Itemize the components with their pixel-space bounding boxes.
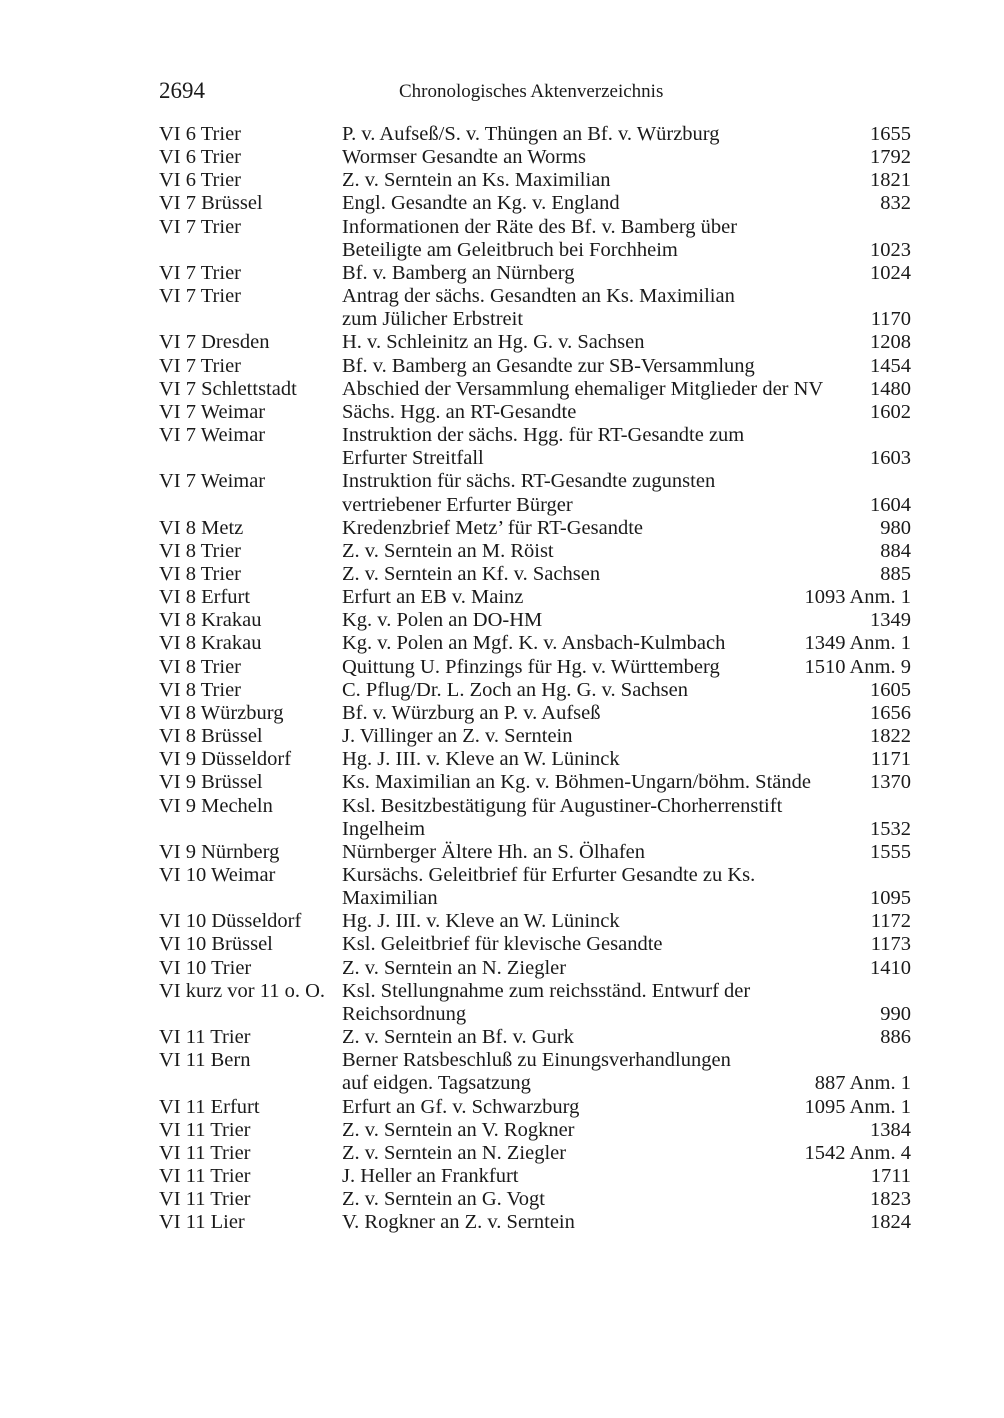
entry-row	[159, 933, 911, 956]
entry-reference-number: 1792	[870, 146, 911, 169]
entry-row	[159, 586, 911, 609]
entry-date: VI 11 Trier	[159, 1026, 251, 1049]
entry-date: VI 9 Nürnberg	[159, 840, 280, 863]
entry-row	[159, 169, 911, 192]
entry-reference-number: 1824	[870, 1211, 911, 1234]
entry-subject-line: zum Jülicher Erbstreit	[342, 308, 524, 331]
entry-row	[159, 192, 911, 215]
entry-reference-number: 1370	[870, 771, 911, 794]
entry-reference-number: 1023	[870, 238, 911, 261]
entry-subject	[342, 331, 862, 354]
entry-row	[159, 771, 911, 794]
entry-reference-number: 1172	[870, 910, 911, 933]
entry-row	[159, 424, 911, 470]
entry-subject-line: Hg. J. III. v. Kleve an W. Lüninck	[342, 748, 620, 771]
entry-reference-number: 1173	[870, 933, 911, 956]
entry-reference-number: 1542 Anm. 4	[804, 1141, 911, 1164]
entry-subject-line: Bf. v. Bamberg an Gesandte zur SB-Versammlung	[342, 354, 755, 377]
entry-subject-line: Wormser Gesandte an Worms	[342, 146, 586, 169]
entry-row	[159, 1142, 911, 1165]
entry-subject-line: Bf. v. Bamberg an Nürnberg	[342, 261, 575, 284]
entry-subject	[342, 980, 872, 1026]
entry-reference-number: 887 Anm. 1	[814, 1072, 911, 1095]
entry-row	[159, 216, 911, 262]
entry-subject-line: P. v. Aufseß/S. v. Thüngen an Bf. v. Würzburg	[342, 123, 720, 145]
entry-reference-number: 1093 Anm. 1	[804, 586, 911, 609]
entry-subject-line: Engl. Gesandte an Kg. v. England	[342, 192, 620, 215]
entry-subject-line: Ksl. Stellungnahme zum reichsständ. Entwurf der	[342, 979, 751, 1002]
entry-subject	[342, 586, 797, 609]
chronological-entry-list	[159, 123, 911, 1235]
entry-reference-number: 1822	[870, 725, 911, 748]
entry-subject	[342, 1026, 872, 1049]
entry-row	[159, 1188, 911, 1211]
entry-date: VI 8 Metz	[159, 516, 244, 539]
entry-subject	[342, 470, 862, 516]
entry-date: VI 6 Trier	[159, 123, 242, 145]
entry-subject-line: J. Heller an Frankfurt	[342, 1165, 519, 1188]
entry-date: VI 7 Trier	[159, 285, 242, 308]
entry-reference-number: 1655	[870, 123, 911, 145]
entry-date: VI 6 Trier	[159, 146, 242, 169]
entry-row	[159, 517, 911, 540]
entry-date: VI 10 Trier	[159, 956, 252, 979]
entry-date: VI 8 Trier	[159, 678, 242, 701]
entry-row	[159, 725, 911, 748]
entry-subject	[342, 702, 862, 725]
entry-date: VI 10 Brüssel	[159, 933, 273, 956]
entry-reference-number: 980	[880, 516, 911, 539]
entry-date: VI 11 Trier	[159, 1165, 251, 1188]
entry-date: VI 8 Brüssel	[159, 725, 263, 748]
entry-subject-line: J. Villinger an Z. v. Serntein	[342, 725, 573, 748]
entry-reference-number: 1349	[870, 609, 911, 632]
entry-reference-number: 1208	[870, 331, 911, 354]
entry-subject	[342, 424, 862, 470]
entry-subject-line: Z. v. Serntein an V. Rogkner	[342, 1118, 575, 1141]
entry-subject	[342, 401, 862, 424]
entry-reference-number: 1711	[870, 1165, 911, 1188]
entry-subject-line: C. Pflug/Dr. L. Zoch an Hg. G. v. Sachsen	[342, 678, 688, 701]
entry-subject	[342, 285, 863, 331]
entry-row	[159, 563, 911, 586]
entry-date: VI 7 Weimar	[159, 400, 266, 423]
entry-reference-number: 1603	[870, 447, 911, 470]
entry-subject-line: Instruktion der sächs. Hgg. für RT-Gesandte zum	[342, 424, 745, 447]
entry-subject	[342, 169, 862, 192]
entry-subject-line: Ksl. Geleitbrief für klevische Gesandte	[342, 933, 663, 956]
running-title: Chronologisches Aktenverzeichnis	[399, 81, 664, 102]
entry-date: VI 7 Trier	[159, 261, 242, 284]
entry-subject-line: Reichsordnung	[342, 1002, 467, 1025]
entry-date: VI 10 Düsseldorf	[159, 910, 302, 933]
page-number: 2694	[159, 78, 205, 103]
entry-reference-number: 1410	[870, 956, 911, 979]
entry-reference-number: 1604	[870, 493, 911, 516]
entry-row	[159, 702, 911, 725]
entry-subject-line: Z. v. Serntein an G. Vogt	[342, 1188, 545, 1211]
entry-subject-line: Erfurt an Gf. v. Schwarzburg	[342, 1095, 580, 1118]
entry-subject-line: Quittung U. Pfinzings für Hg. v. Württemberg	[342, 655, 720, 678]
entry-subject-line: Hg. J. III. v. Kleve an W. Lüninck	[342, 910, 620, 933]
entry-subject-line: Bf. v. Würzburg an P. v. Aufseß	[342, 701, 601, 724]
entry-subject	[342, 933, 863, 956]
entry-reference-number: 1821	[870, 169, 911, 192]
entry-subject-line: Maximilian	[342, 887, 438, 910]
entry-subject-line: Ingelheim	[342, 817, 426, 840]
entry-subject-line: Erfurter Streitfall	[342, 447, 484, 470]
entry-subject	[342, 656, 797, 679]
entry-row	[159, 980, 911, 1026]
entry-subject	[342, 563, 872, 586]
entry-row	[159, 1119, 911, 1142]
entry-reference-number: 1480	[870, 377, 911, 400]
entry-date: VI 8 Trier	[159, 655, 242, 678]
entry-subject	[342, 841, 862, 864]
entry-subject	[342, 517, 872, 540]
entry-subject-line: Beteiligte am Geleitbruch bei Forchheim	[342, 238, 678, 261]
entry-row	[159, 910, 911, 933]
entry-subject	[342, 910, 863, 933]
entry-row	[159, 1165, 911, 1188]
entry-date: VI 11 Trier	[159, 1118, 251, 1141]
entry-row	[159, 957, 911, 980]
entry-reference-number: 884	[880, 539, 911, 562]
entry-subject-line: Kursächs. Geleitbrief für Erfurter Gesandte zu Ks.	[342, 864, 756, 886]
entry-date: VI 9 Mecheln	[159, 794, 273, 817]
entry-date: VI 7 Weimar	[159, 470, 266, 493]
entry-subject-line: Kg. v. Polen an DO-HM	[342, 609, 543, 632]
entry-date: VI 8 Krakau	[159, 632, 262, 655]
entry-subject	[342, 355, 862, 378]
entry-row	[159, 609, 911, 632]
entry-date: VI 7 Brüssel	[159, 192, 263, 215]
entry-date: VI 8 Trier	[159, 562, 242, 585]
entry-row	[159, 378, 911, 401]
entry-subject-line: Informationen der Räte des Bf. v. Bamberg über	[342, 215, 738, 238]
entry-row	[159, 540, 911, 563]
entry-reference-number: 1384	[870, 1118, 911, 1141]
entry-subject-line: vertriebener Erfurter Bürger	[342, 493, 573, 516]
entry-date: VI kurz vor 11 o. O.	[159, 979, 326, 1002]
entry-reference-number: 1656	[870, 701, 911, 724]
entry-row	[159, 123, 911, 146]
entry-row	[159, 355, 911, 378]
entry-date: VI 11 Trier	[159, 1141, 251, 1164]
entry-row	[159, 841, 911, 864]
entry-subject-line: Ks. Maximilian an Kg. v. Böhmen-Ungarn/böhm. Stände	[342, 771, 811, 794]
entry-subject-line: Antrag der sächs. Gesandten an Ks. Maximilian	[342, 285, 735, 308]
entry-date: VI 7 Weimar	[159, 424, 266, 447]
entry-subject	[342, 725, 862, 748]
entry-reference-number: 1454	[870, 354, 911, 377]
entry-reference-number: 1602	[870, 400, 911, 423]
entry-subject	[342, 1165, 863, 1188]
entry-subject	[342, 1142, 797, 1165]
entry-subject-line: Z. v. Serntein an N. Ziegler	[342, 1141, 567, 1164]
entry-date: VI 10 Weimar	[159, 864, 276, 886]
entry-subject-line: Z. v. Serntein an M. Röist	[342, 539, 554, 562]
entry-date: VI 11 Trier	[159, 1188, 251, 1211]
entry-date: VI 9 Düsseldorf	[159, 748, 292, 771]
entry-subject-line: Z. v. Serntein an Bf. v. Gurk	[342, 1026, 574, 1049]
entry-subject	[342, 146, 862, 169]
entry-subject-line: Berner Ratsbeschluß zu Einungsverhandlungen	[342, 1049, 731, 1072]
entry-subject	[342, 192, 872, 215]
entry-reference-number: 885	[880, 562, 911, 585]
entry-date: VI 7 Trier	[159, 354, 242, 377]
entry-subject-line: auf eidgen. Tagsatzung	[342, 1072, 531, 1095]
entry-row	[159, 795, 911, 841]
entry-subject	[342, 609, 862, 632]
entry-date: VI 8 Trier	[159, 539, 242, 562]
entry-subject-line: Erfurt an EB v. Mainz	[342, 586, 524, 609]
entry-reference-number: 886	[880, 1026, 911, 1049]
entry-reference-number: 1510 Anm. 9	[804, 655, 911, 678]
entry-subject-line: Z. v. Serntein an Kf. v. Sachsen	[342, 562, 601, 585]
entry-subject	[342, 748, 863, 771]
entry-subject	[342, 216, 862, 262]
entry-subject-line: Z. v. Serntein an Ks. Maximilian	[342, 169, 611, 192]
entry-reference-number: 1532	[870, 817, 911, 840]
entry-date: VI 6 Trier	[159, 169, 242, 192]
entry-row	[159, 632, 911, 655]
entry-subject-line: Ksl. Besitzbestätigung für Augustiner-Chorherrenstift	[342, 794, 783, 817]
entry-subject-line: Nürnberger Ältere Hh. an S. Ölhafen	[342, 840, 646, 863]
entry-subject	[342, 1096, 797, 1119]
entry-subject	[342, 771, 862, 794]
entry-reference-number: 1349 Anm. 1	[804, 632, 911, 655]
entry-subject	[342, 1188, 862, 1211]
entry-date: VI 7 Trier	[159, 215, 242, 238]
entry-subject	[342, 1119, 862, 1142]
entry-row	[159, 146, 911, 169]
entry-reference-number: 1823	[870, 1188, 911, 1211]
entry-date: VI 11 Lier	[159, 1211, 245, 1234]
entry-subject	[342, 679, 862, 702]
entry-subject	[342, 1049, 807, 1095]
entry-date: VI 7 Dresden	[159, 331, 270, 354]
entry-row	[159, 1211, 911, 1234]
entry-row	[159, 401, 911, 424]
entry-row	[159, 285, 911, 331]
entry-row	[159, 262, 911, 285]
entry-reference-number: 1095	[870, 887, 911, 910]
entry-reference-number: 1605	[870, 678, 911, 701]
entry-subject	[342, 378, 862, 401]
entry-subject	[342, 632, 797, 655]
entry-subject	[342, 1211, 862, 1234]
entry-reference-number: 990	[880, 1002, 911, 1025]
entry-date: VI 9 Brüssel	[159, 771, 263, 794]
running-head	[159, 76, 911, 106]
entry-subject	[342, 540, 872, 563]
entry-reference-number: 1024	[870, 261, 911, 284]
entry-subject-line: Abschied der Versammlung ehemaliger Mitglieder der NV	[342, 377, 824, 400]
entry-row	[159, 331, 911, 354]
entry-row	[159, 679, 911, 702]
entry-reference-number: 1170	[870, 308, 911, 331]
entry-subject-line: Kg. v. Polen an Mgf. K. v. Ansbach-Kulmbach	[342, 632, 726, 655]
document-page	[159, 0, 911, 1418]
entry-subject	[342, 123, 862, 146]
entry-subject-line: V. Rogkner an Z. v. Serntein	[342, 1211, 575, 1234]
entry-date: VI 8 Erfurt	[159, 586, 251, 609]
entry-date: VI 11 Bern	[159, 1049, 251, 1072]
entry-row	[159, 748, 911, 771]
entry-reference-number: 1555	[870, 840, 911, 863]
entry-subject-line: Sächs. Hgg. an RT-Gesandte	[342, 400, 577, 423]
entry-row	[159, 864, 911, 910]
entry-subject-line: Z. v. Serntein an N. Ziegler	[342, 956, 567, 979]
entry-subject	[342, 795, 862, 841]
entry-row	[159, 656, 911, 679]
entry-reference-number: 1095 Anm. 1	[804, 1095, 911, 1118]
entry-subject	[342, 957, 862, 980]
entry-row	[159, 1049, 911, 1095]
entry-date: VI 8 Würzburg	[159, 701, 284, 724]
entry-date: VI 8 Krakau	[159, 609, 262, 632]
entry-reference-number: 1171	[870, 748, 911, 771]
entry-date: VI 11 Erfurt	[159, 1095, 260, 1118]
entry-row	[159, 1096, 911, 1119]
entry-date: VI 7 Schlettstadt	[159, 377, 297, 400]
entry-row	[159, 470, 911, 516]
entry-row	[159, 1026, 911, 1049]
entry-subject-line: Kredenzbrief Metz’ für RT-Gesandte	[342, 516, 644, 539]
entry-subject	[342, 262, 862, 285]
entry-subject-line: Instruktion für sächs. RT-Gesandte zugunsten	[342, 470, 716, 493]
entry-reference-number: 832	[880, 192, 911, 215]
entry-subject	[342, 864, 862, 910]
entry-subject-line: H. v. Schleinitz an Hg. G. v. Sachsen	[342, 331, 645, 354]
